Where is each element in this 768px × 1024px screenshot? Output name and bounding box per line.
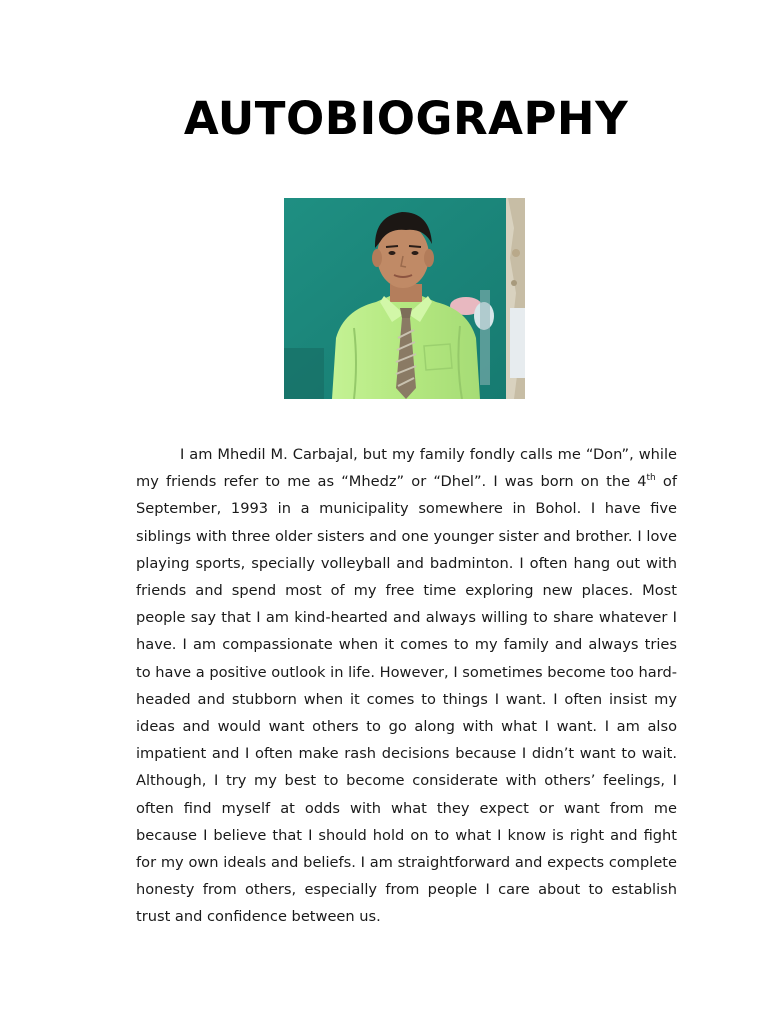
paragraph-text-part-1: I am Mhedil M. Carbajal, but my family fondly calls me “Don”, while my friends refer to me as “Mhedz” or “Dhel”. I was born on the 4 — [136, 446, 677, 491]
ordinal-suffix: th — [646, 473, 656, 484]
portrait-photo-image — [284, 198, 525, 399]
autobiography-paragraph — [136, 441, 677, 931]
portrait-photo — [284, 198, 525, 399]
paragraph-text-part-2: of September, 1993 in a municipality somewhere in Bohol. I have five siblings with three older sisters and one younger sister and brother. I love playing sports, specially volleyball and badminton. I often hang out with friends and spend most of my free time exploring new places. Most people say that I am kind-hearted and always willing to share whatever I have. I am compassionate when it comes to my family and always tries to have a positive outlook in life. However, I sometimes become too hard-headed and stubborn when it comes to things I want. I often insist my ideas and would want others to go along with what I want. I am also impatient and I often make rash decisions because I didn’t want to wait. Although, I try my best to become considerate with others’ feelings, I often find myself at odds with what they expect or want from me because I believe that I should hold on to what I know is right and fight for my own ideals and beliefs. I am straightforward and expects complete honesty from others, especially from people I care about to establish trust and confidence between us. — [136, 473, 677, 926]
page-title: AUTOBIOGRAPHY — [183, 92, 629, 145]
